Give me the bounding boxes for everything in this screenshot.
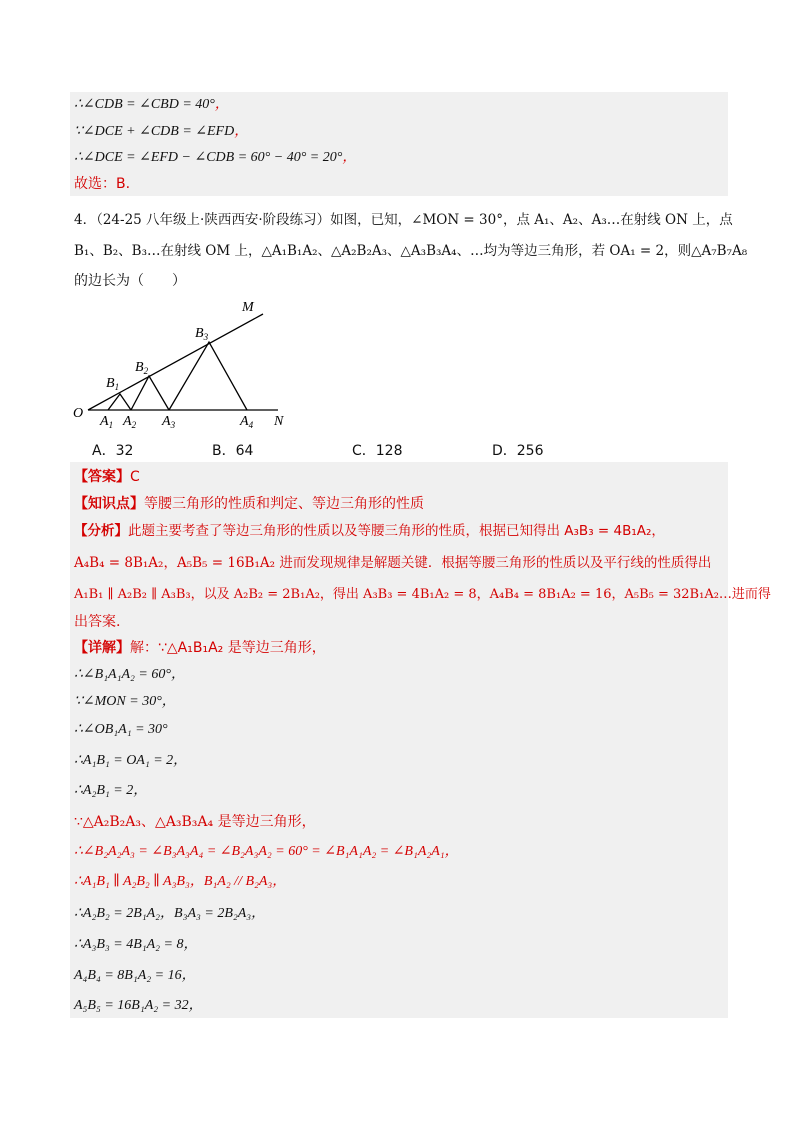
question-line-1: 4．（24-25 八年级上·陕西西安·阶段练习）如图，已知，∠MON = 30°，点 A₁、A₂、A₃…在射线 ON 上，点 bbox=[74, 212, 733, 228]
step-4: ∴A₁B₁ = OA₁ = 2， bbox=[74, 753, 188, 768]
step-1: ∴∠B₁A₁A₂ = 60°， bbox=[74, 667, 185, 682]
step-6: ∵△A₂B₂A₃、△A₃B₃A₄ 是等边三角形， bbox=[74, 814, 316, 830]
step-3: ∴∠OB₁A₁ = 30° bbox=[74, 722, 168, 737]
choose-answer-line: 故选：B. bbox=[74, 176, 131, 192]
analysis-line-3: A₁B₁ ∥ A₂B₂ ∥ A₃B₃，以及 A₂B₂ = 2B₁A₂，得出 A₃B₃ = 4B₁A₂ = 8，A₄B₄ = 8B₁A₂ = 16，A₅B₅ = 32B₁A₂…进而得 bbox=[74, 587, 771, 602]
label-M: M bbox=[242, 300, 254, 315]
step-12: A₅B₅ = 16B₁A₂ = 32， bbox=[74, 998, 203, 1013]
option-c: C．128 bbox=[352, 443, 403, 459]
step-2: ∵∠MON = 30°， bbox=[74, 694, 176, 709]
label-A4: $A_4$ bbox=[240, 414, 254, 430]
ray-OM bbox=[88, 314, 263, 410]
geometry-figure bbox=[60, 290, 300, 430]
option-b: B．64 bbox=[212, 443, 254, 459]
triangle-2 bbox=[131, 376, 169, 410]
step-5: ∴A₂B₁ = 2， bbox=[74, 783, 148, 798]
analysis-line-4: 出答案. bbox=[74, 614, 121, 630]
question-line-3: 的边长为（ ） bbox=[74, 273, 186, 289]
solution-line-3: ∴∠DCE = ∠EFD − ∠CDB = 60° − 40° = 20°， bbox=[74, 150, 357, 165]
analysis-line-2: A₄B₄ = 8B₁A₂，A₅B₅ = 16B₁A₂ 进而发现规律是解题关键．根据等腰三角形的性质以及平行线的性质得出 bbox=[74, 555, 712, 571]
solution-line-2: ∵∠DCE + ∠CDB = ∠EFD， bbox=[74, 124, 249, 139]
detail-line: 【详解】解：∵△A₁B₁A₂ 是等边三角形， bbox=[74, 640, 326, 656]
knowledge-line: 【知识点】等腰三角形的性质和判定、等边三角形的性质 bbox=[74, 496, 424, 512]
label-B1: $B_1$ bbox=[106, 376, 120, 392]
label-A2: $A_2$ bbox=[123, 414, 137, 430]
label-A3: $A_3$ bbox=[162, 414, 176, 430]
step-8: ∴A₁B₁ ∥ A₂B₂ ∥ A₃B₃，B₁A₂ // B₂A₃， bbox=[74, 874, 287, 889]
step-10: ∴A₃B₃ = 4B₁A₂ = 8， bbox=[74, 937, 198, 952]
answer-line: 【答案】C bbox=[74, 469, 140, 485]
option-a: A．32 bbox=[92, 443, 134, 459]
solution-line-1: ∴∠CDB = ∠CBD = 40°， bbox=[74, 97, 229, 112]
triangle-3 bbox=[169, 342, 247, 410]
step-9: ∴A₂B₂ = 2B₁A₂，B₃A₃ = 2B₂A₃， bbox=[74, 906, 266, 921]
question-line-2: B₁、B₂、B₃…在射线 OM 上，△A₁B₁A₂、△A₂B₂A₃、△A₃B₃A₄、…均为等边三角形，若 OA₁ = 2，则△A₇B₇A₈ bbox=[74, 243, 748, 259]
label-O: O bbox=[73, 406, 84, 421]
label-B3: $B_3$ bbox=[195, 326, 209, 342]
label-N: N bbox=[274, 414, 284, 429]
step-7: ∴∠B₂A₂A₃ = ∠B₃A₃A₄ = ∠B₂A₃A₂ = 60° = ∠B₁A₁A₂ = ∠B₁A₂A₁， bbox=[74, 844, 459, 859]
label-B2: $B_2$ bbox=[135, 360, 149, 376]
step-11: A₄B₄ = 8B₁A₂ = 16， bbox=[74, 968, 196, 983]
option-d: D．256 bbox=[492, 443, 544, 459]
label-A1: $A_1$ bbox=[100, 414, 114, 430]
analysis-line-1: 【分析】此题主要考查了等边三角形的性质以及等腰三角形的性质，根据已知得出 A₃B₃ = 4B₁A₂， bbox=[74, 523, 665, 539]
